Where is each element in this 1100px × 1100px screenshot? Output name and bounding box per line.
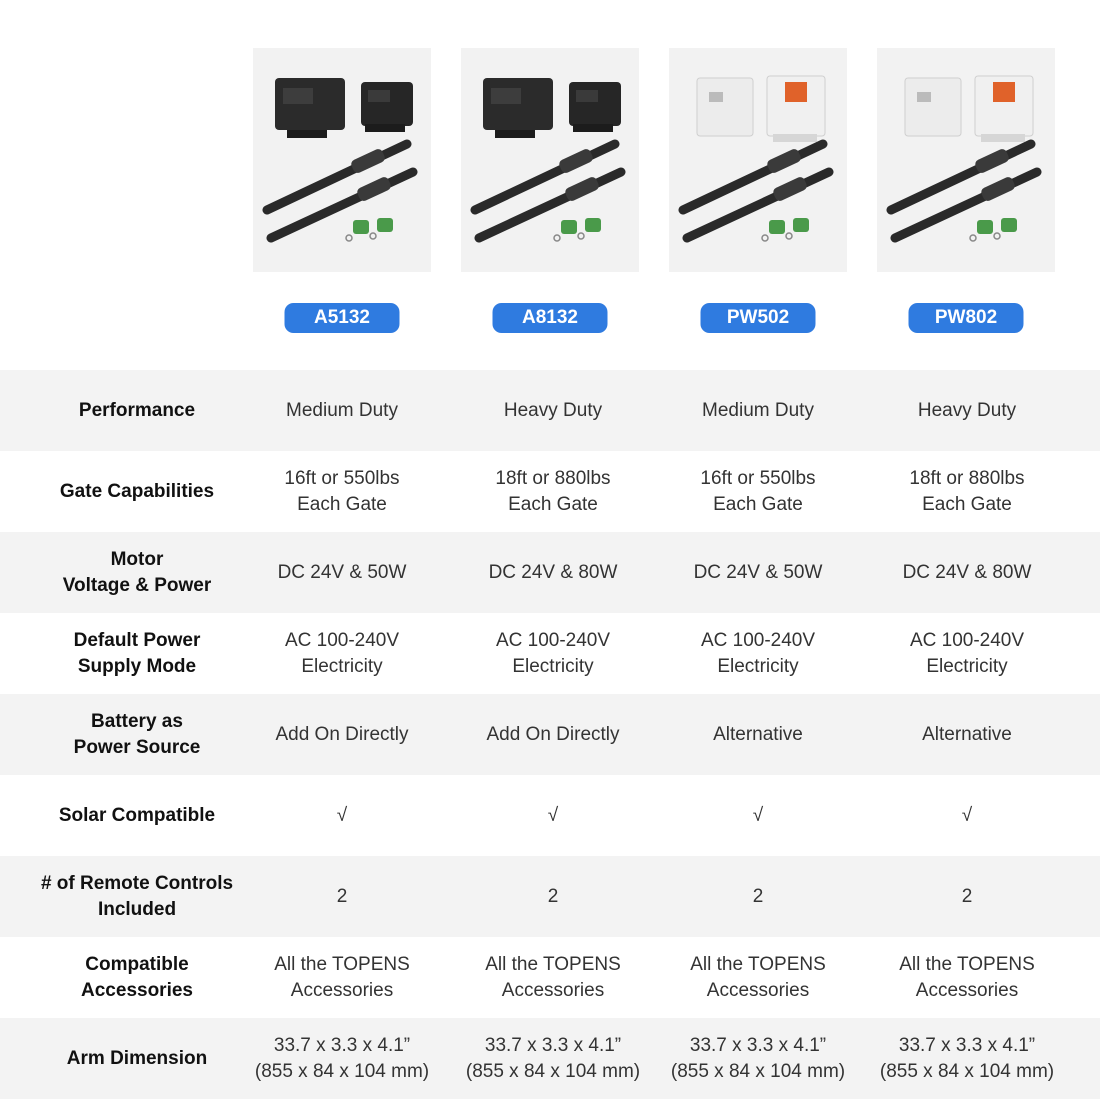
model-badge: PW502 — [701, 303, 816, 333]
row-compatible-accessories — [0, 937, 1100, 1018]
product-PW502 — [669, 48, 847, 328]
checkmark-icon: √ — [547, 804, 559, 826]
cell-A5132: DC 24V & 50W — [277, 561, 407, 583]
model-badge: PW802 — [909, 303, 1024, 333]
row-solar-compatible — [0, 775, 1100, 856]
comparison-table — [0, 370, 1100, 1099]
cell-A5132: AC 100-240V Electricity — [284, 629, 400, 677]
checkmark-icon: √ — [961, 804, 973, 826]
cell-PW802: 18ft or 880lbs Each Gate — [909, 467, 1025, 515]
row-default-power-supply — [0, 613, 1100, 694]
product-image — [669, 48, 847, 272]
row-label: # of Remote Controls Included — [40, 872, 234, 920]
opener-kit-black-image — [461, 48, 639, 272]
cell-PW802: All the TOPENS Accessories — [899, 953, 1035, 1001]
product-A8132 — [461, 48, 639, 328]
cell-A8132: AC 100-240V Electricity — [495, 629, 611, 677]
cell-A8132: 18ft or 880lbs Each Gate — [495, 467, 611, 515]
cell-PW502: Medium Duty — [702, 399, 814, 421]
cell-A8132: DC 24V & 80W — [488, 561, 618, 583]
cell-A5132: 16ft or 550lbs Each Gate — [284, 467, 400, 515]
row-gate-capabilities — [0, 451, 1100, 532]
cell-PW502: 33.7 x 3.3 x 4.1” (855 x 84 x 104 mm) — [670, 1034, 846, 1082]
row-arm-dimension — [0, 1018, 1100, 1099]
row-label: Solar Compatible — [58, 804, 216, 826]
row-label: Battery as Power Source — [73, 710, 201, 758]
cell-A8132: 33.7 x 3.3 x 4.1” (855 x 84 x 104 mm) — [465, 1034, 641, 1082]
product-header — [0, 0, 1100, 370]
cell-PW802: 2 — [961, 885, 973, 907]
row-label: Compatible Accessories — [81, 953, 193, 1001]
cell-PW802: Heavy Duty — [917, 399, 1017, 421]
product-image — [461, 48, 639, 272]
cell-PW502: Alternative — [713, 723, 803, 745]
row-label: Performance — [78, 399, 196, 421]
row-label: Motor Voltage & Power — [62, 548, 212, 596]
cell-A5132: All the TOPENS Accessories — [274, 953, 410, 1001]
cell-A8132: Add On Directly — [486, 723, 620, 745]
row-label: Default Power Supply Mode — [73, 629, 201, 677]
cell-PW502: All the TOPENS Accessories — [690, 953, 826, 1001]
cell-A8132: Heavy Duty — [503, 399, 603, 421]
model-badge: A8132 — [493, 303, 608, 333]
cell-PW802: AC 100-240V Electricity — [909, 629, 1025, 677]
cell-A8132: 2 — [547, 885, 559, 907]
product-PW802 — [877, 48, 1055, 328]
row-battery-power-source — [0, 694, 1100, 775]
cell-PW802: DC 24V & 80W — [902, 561, 1032, 583]
row-motor-voltage-power — [0, 532, 1100, 613]
cell-PW502: 2 — [752, 885, 764, 907]
row-performance — [0, 370, 1100, 451]
cell-PW502: DC 24V & 50W — [693, 561, 823, 583]
opener-kit-black-image — [253, 48, 431, 272]
product-image — [877, 48, 1055, 272]
product-image — [253, 48, 431, 272]
model-badge: A5132 — [285, 303, 400, 333]
cell-A5132: 2 — [336, 885, 348, 907]
product-A5132 — [253, 48, 431, 328]
checkmark-icon: √ — [336, 804, 348, 826]
cell-PW802: Alternative — [922, 723, 1012, 745]
cell-PW502: 16ft or 550lbs Each Gate — [700, 467, 816, 515]
row-label: Gate Capabilities — [59, 480, 215, 502]
opener-kit-white-image — [669, 48, 847, 272]
checkmark-icon: √ — [752, 804, 764, 826]
cell-A8132: All the TOPENS Accessories — [485, 953, 621, 1001]
opener-kit-white-image — [877, 48, 1055, 272]
cell-A5132: Add On Directly — [275, 723, 409, 745]
cell-PW502: AC 100-240V Electricity — [700, 629, 816, 677]
row-label: Arm Dimension — [66, 1047, 208, 1069]
cell-A5132: 33.7 x 3.3 x 4.1” (855 x 84 x 104 mm) — [254, 1034, 430, 1082]
cell-A5132: Medium Duty — [286, 399, 398, 421]
row-remote-controls — [0, 856, 1100, 937]
cell-PW802: 33.7 x 3.3 x 4.1” (855 x 84 x 104 mm) — [879, 1034, 1055, 1082]
